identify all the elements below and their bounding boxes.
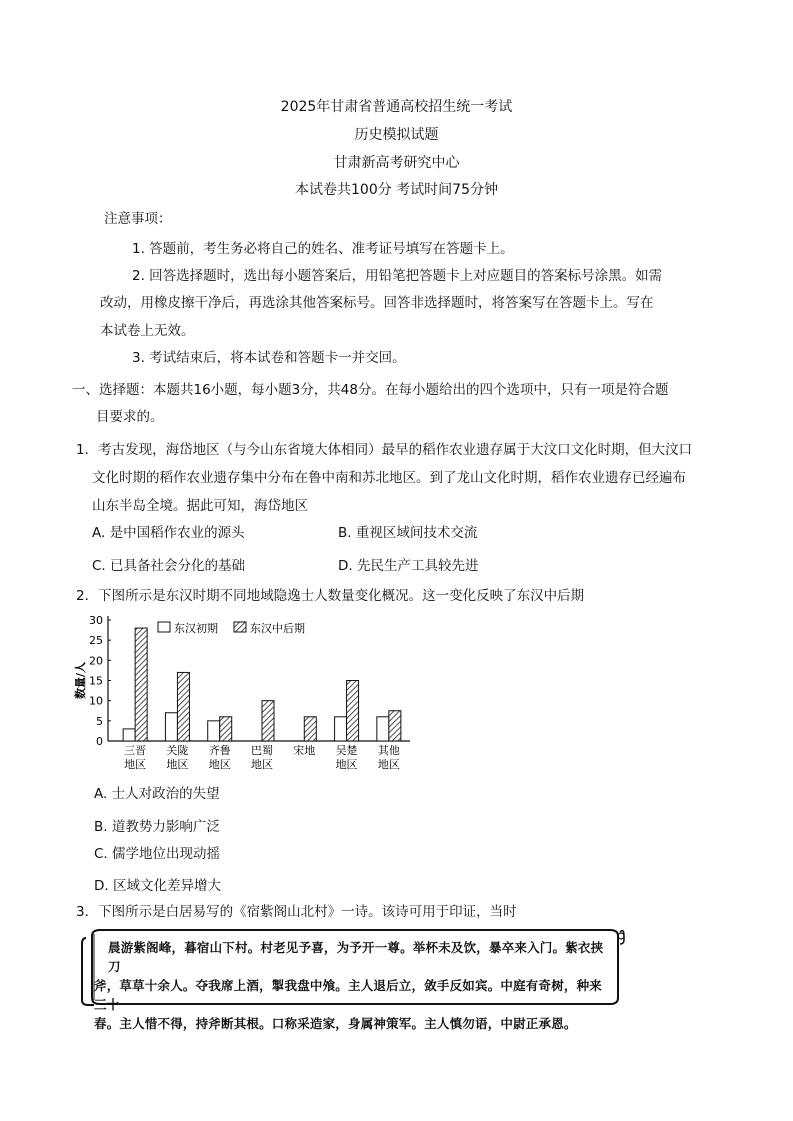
bar-late — [135, 628, 147, 741]
y-tick-label: 25 — [89, 634, 103, 648]
y-tick-label: 20 — [89, 654, 103, 668]
notice-item-2-line-2: 改动，用橡皮擦干净后，再选涂其他答案标号。回答非选择题时，将答案写在答题卡上。写在 — [100, 295, 654, 311]
poem-line-1: 晨游紫阁峰，暮宿山下村。村老见予喜，为予开一尊。举杯未及饮，暴卒来入门。紫衣挟刀 — [108, 940, 604, 974]
notice-item-3: 3. 考试结束后，将本试卷和答题卡一并交回。 — [132, 350, 406, 366]
legend-label-early: 东汉初期 — [174, 622, 218, 635]
x-tick-label: 吴楚 — [335, 744, 358, 757]
x-tick-label: 其他 — [377, 744, 400, 757]
q2-option-a: A. 士人对政治的失望 — [94, 786, 220, 802]
notice-heading: 注意事项： — [104, 211, 172, 227]
notice-item-2-line-3: 本试卷上无效。 — [100, 323, 195, 339]
q1-stem-line-2: 文化时期的稻作农业遗存集中分布在鲁中南和苏北地区。到了龙山文化时期，稻作农业遗存已经遍布 — [92, 470, 686, 486]
exam-info: 本试卷共100分 考试时间75分钟 — [295, 182, 498, 198]
x-tick-label: 地区 — [251, 758, 273, 771]
legend-label-late: 东汉中后期 — [250, 622, 305, 635]
bar-early — [377, 717, 389, 741]
y-tick-label: 5 — [96, 714, 103, 728]
x-tick-label: 地区 — [166, 758, 189, 771]
bar-early — [165, 713, 177, 741]
bar-late — [177, 672, 189, 741]
q2-option-d: D. 区域文化差异增大 — [94, 878, 221, 894]
poem-line-2: 斧，草草十余人。夺我席上酒，掣我盘中飧。主人退后立，敛手反如宾。中庭有奇树，种来三十 — [94, 978, 603, 1012]
y-tick-label: 30 — [89, 614, 103, 627]
x-tick-label: 巴蜀 — [251, 744, 273, 757]
bar-early — [208, 721, 220, 741]
bar-early — [123, 729, 135, 741]
y-tick-label: 0 — [96, 735, 103, 748]
exam-title: 2025年甘肃省普通高校招生统一考试 — [280, 99, 513, 115]
q1-option-c: C. 已具备社会分化的基础 — [92, 558, 246, 574]
q1-option-d: D. 先民生产工具较先进 — [338, 558, 479, 574]
notice-item-1: 1. 答题前，考生务必将自己的姓名、准考证号填写在答题卡上。 — [132, 241, 514, 257]
section-1-instructions-line-1: 一、选择题：本题共16小题，每小题3分，共48分。在每小题给出的四个选项中，只有一项是符合题 — [72, 382, 669, 398]
poem-text — [94, 938, 608, 1033]
notice-item-2-line-1: 2. 回答选择题时，选出每小题答案后，用铅笔把答题卡上对应题目的答案标号涂黑。如需 — [132, 268, 663, 284]
q1-stem-line-1: 1．考古发现，海岱地区（与今山东省境大体相同）最早的稻作农业遗存属于大汶口文化时期，但大汶口 — [76, 442, 693, 458]
legend-swatch-late — [234, 622, 246, 632]
x-tick-label: 三晋 — [124, 744, 147, 757]
bar-late — [347, 681, 359, 742]
y-tick-label: 15 — [89, 674, 103, 688]
x-tick-label: 宋地 — [293, 744, 316, 757]
x-tick-label: 地区 — [208, 758, 231, 771]
y-tick-label: 10 — [89, 694, 103, 708]
bar-late — [304, 717, 316, 741]
x-tick-label: 地区 — [124, 758, 147, 771]
q1-stem-line-3: 山东半岛全境。据此可知，海岱地区 — [92, 498, 308, 514]
q2-option-b: B. 道教势力影响广泛 — [94, 819, 220, 835]
bar-early — [335, 717, 347, 741]
exam-organizer: 甘肃新高考研究中心 — [333, 155, 460, 171]
x-tick-label: 齐鲁 — [208, 744, 231, 757]
y-axis-label: 数量/人 — [74, 661, 87, 700]
x-tick-label: 地区 — [377, 758, 400, 771]
q2-stem: 2．下图所示是东汉时期不同地域隐逸士人数量变化概况。这一变化反映了东汉中后期 — [76, 588, 585, 604]
exam-subject: 历史模拟试题 — [354, 127, 439, 143]
bar-late — [389, 711, 401, 741]
x-tick-label: 关陇 — [166, 744, 189, 757]
q3-stem: 3．下图所示是白居易写的《宿紫阁山北村》一诗。该诗可用于印证，当时 — [76, 904, 517, 920]
legend-swatch-early — [158, 622, 170, 632]
q1-option-a: A. 是中国稻作农业的源头 — [92, 525, 245, 541]
x-tick-label: 地区 — [335, 758, 358, 771]
section-1-instructions-line-2: 目要求的。 — [96, 409, 164, 425]
q2-option-c: C. 儒学地位出现动摇 — [94, 846, 221, 862]
hermit-scholars-bar-chart — [72, 608, 422, 778]
bar-late — [220, 717, 232, 741]
bar-late — [262, 701, 274, 741]
q1-option-b: B. 重视区域间技术交流 — [338, 525, 478, 541]
poem-line-3: 春。主人惜不得，持斧断其根。口称采造家，身属神策军。主人慎勿语，中尉正承恩。 — [94, 1016, 577, 1031]
